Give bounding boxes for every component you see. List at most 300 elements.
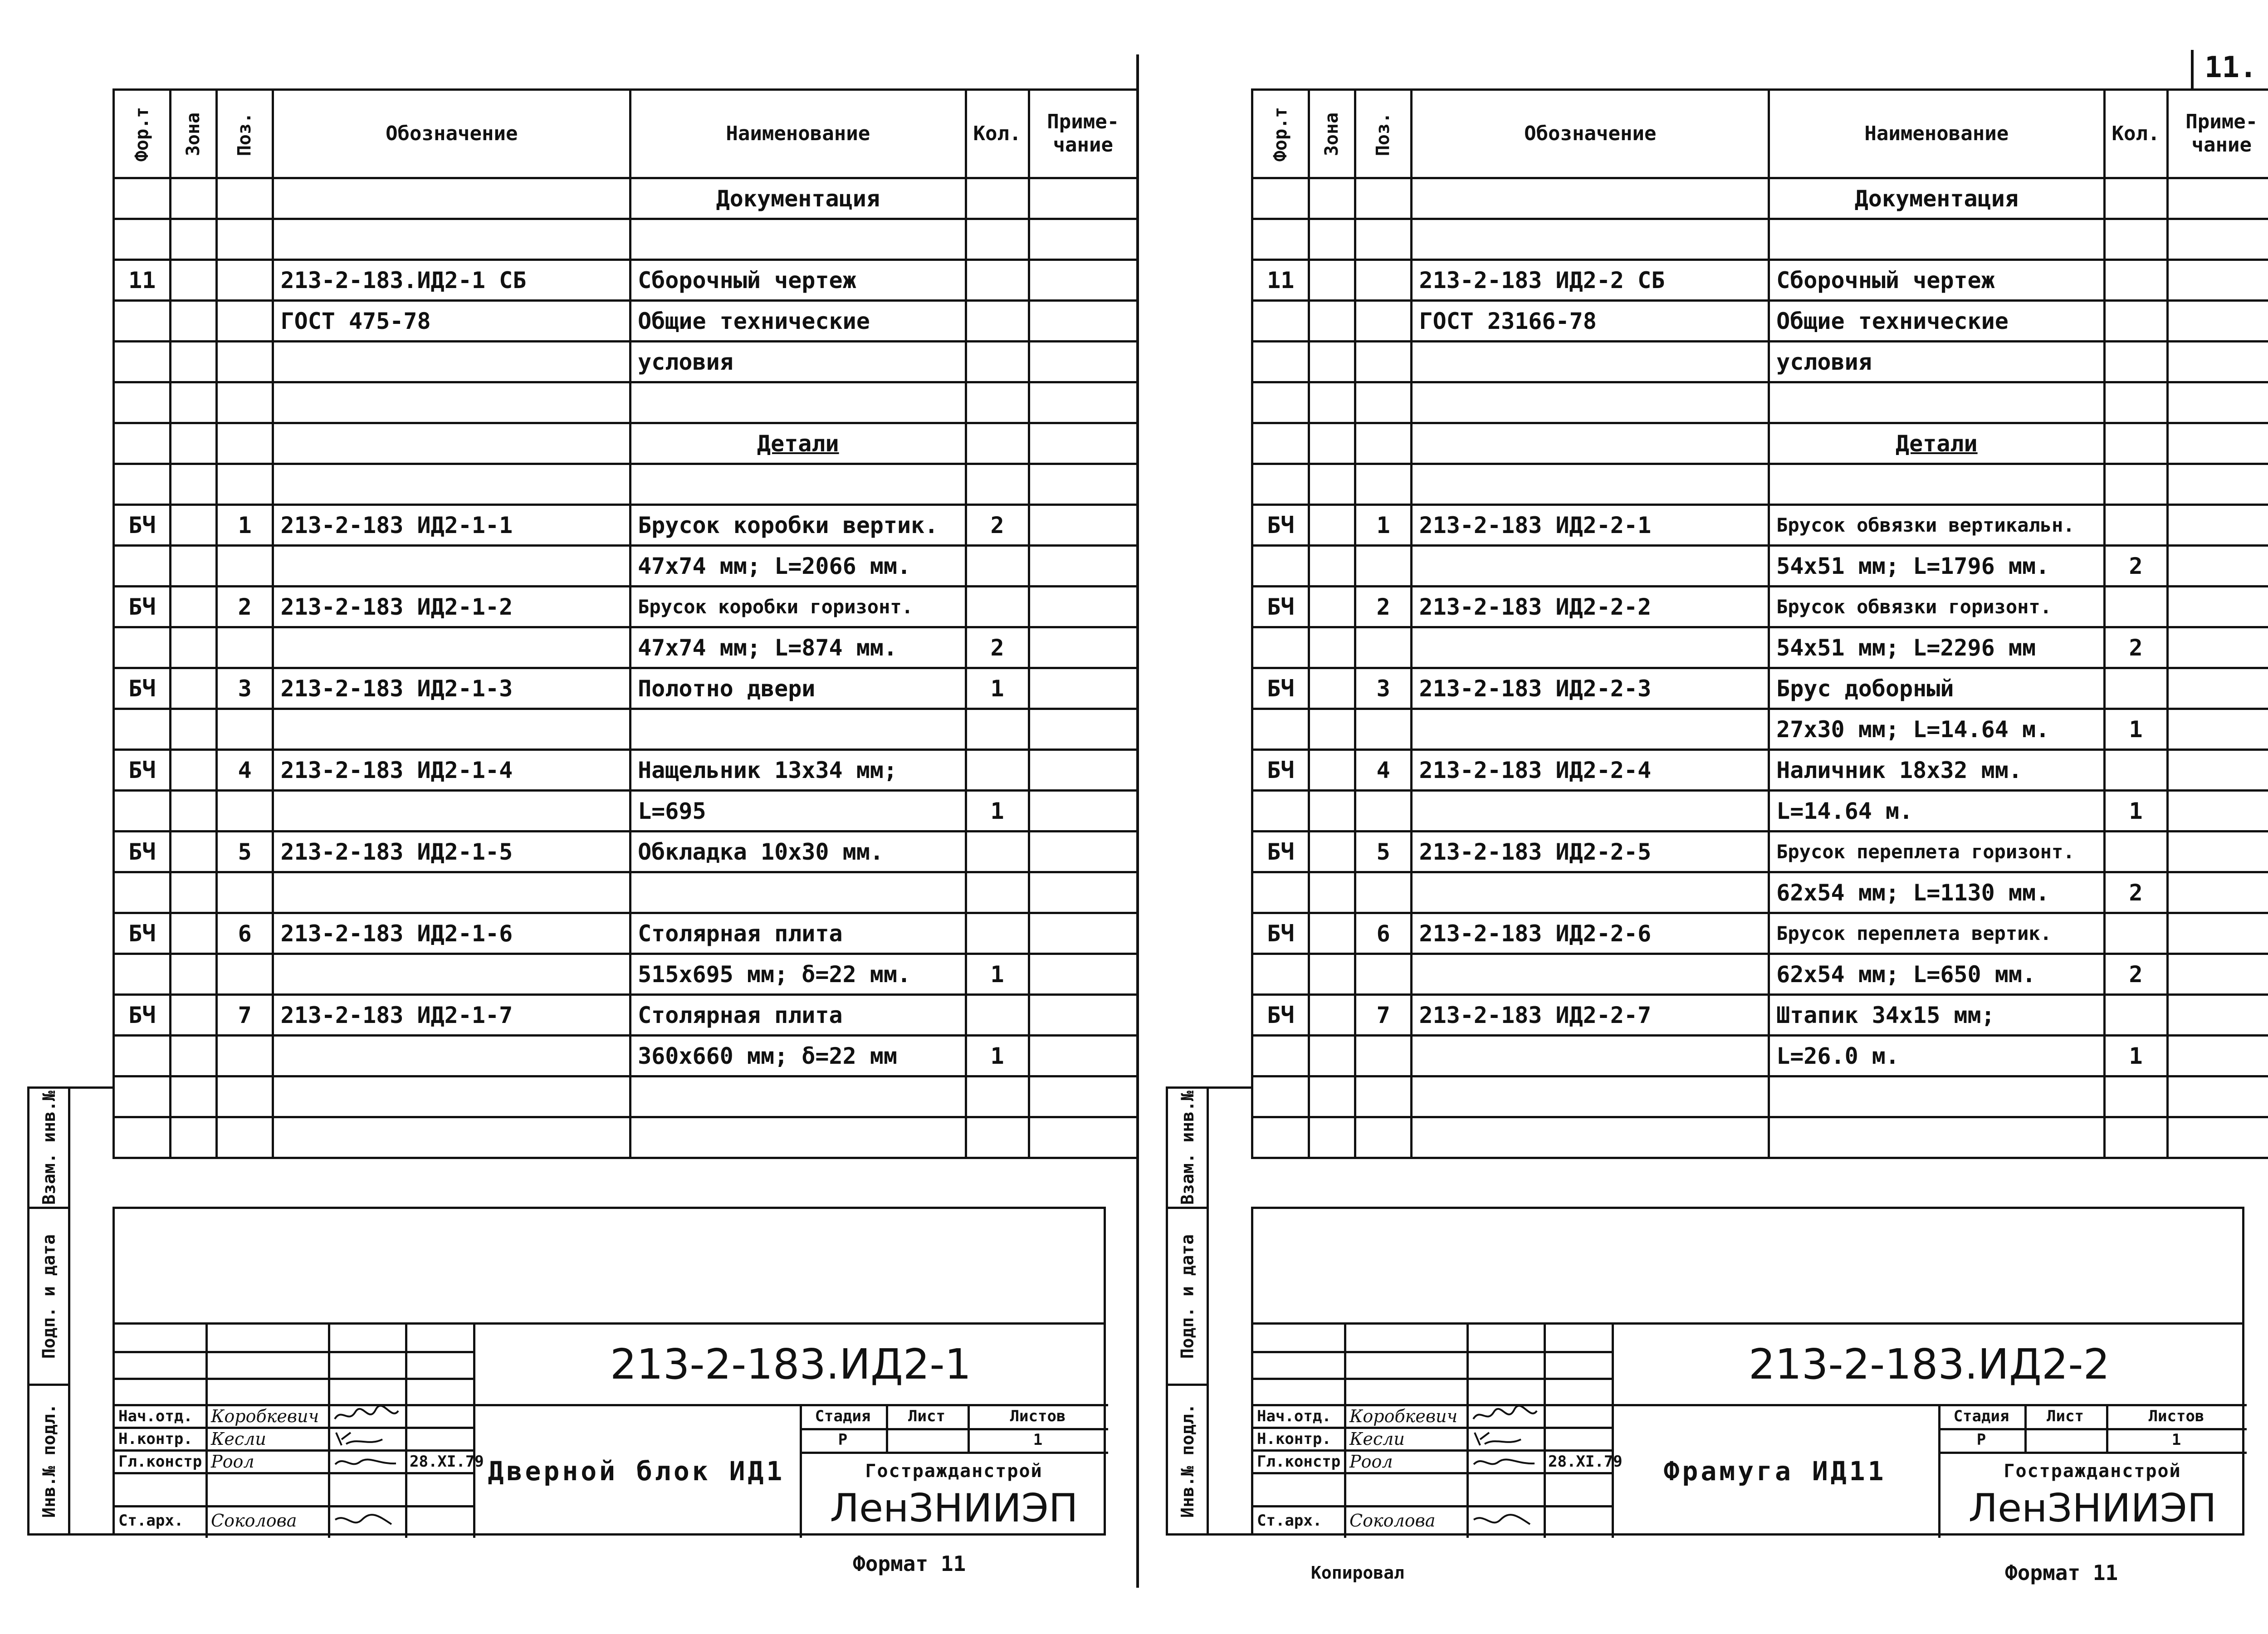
cell-position: 5 [1355, 832, 1412, 872]
cell-designation: ГОСТ 475-78 [273, 301, 631, 342]
cell-format [1252, 791, 1309, 832]
cell-position [216, 627, 273, 668]
label-gl-konstr: Гл.констр [1257, 1453, 1341, 1471]
cell-quantity: 2 [966, 505, 1029, 546]
cell-zone [1309, 1117, 1355, 1158]
cell-quantity [966, 995, 1029, 1036]
cell-quantity [966, 464, 1029, 505]
cell-zone [171, 872, 216, 913]
cell-note [2167, 913, 2268, 954]
cell-position [216, 954, 273, 995]
cell-quantity [966, 382, 1029, 423]
cell-format: БЧ [1252, 750, 1309, 791]
cell-position: 4 [1355, 750, 1412, 791]
cell-quantity [2104, 464, 2167, 505]
cell-format [114, 546, 171, 587]
cell-position: 7 [1355, 995, 1412, 1036]
cell-note [1029, 382, 1137, 423]
header-row [1252, 90, 2268, 178]
label-listov: Листов [1010, 1407, 1066, 1425]
cell-name: L=695 [631, 791, 966, 832]
cell-note [2167, 260, 2268, 301]
section-heading: Документация [716, 185, 880, 212]
table-row [114, 832, 1138, 872]
cell-note [2167, 382, 2268, 423]
cell-zone [171, 464, 216, 505]
cell-name [1769, 1076, 2104, 1117]
specification-table [112, 88, 1139, 1159]
cell-name [631, 219, 966, 260]
cell-quantity [2104, 750, 2167, 791]
cell-note [1029, 546, 1137, 587]
header-name: Наименование [631, 90, 966, 178]
cell-format [114, 1036, 171, 1076]
cell-zone [171, 954, 216, 995]
table-row [1252, 668, 2268, 709]
cell-quantity: 2 [2104, 954, 2167, 995]
cell-zone [171, 342, 216, 382]
cell-position [1355, 791, 1412, 832]
name-st-arh: Соколова [211, 1511, 297, 1531]
cell-format [1252, 872, 1309, 913]
cell-quantity: 2 [2104, 546, 2167, 587]
table-row [114, 668, 1138, 709]
cell-format: БЧ [114, 832, 171, 872]
label-gl-konstr: Гл.констр [118, 1453, 202, 1471]
cell-quantity [2104, 668, 2167, 709]
table-row [1252, 1076, 2268, 1117]
format-label: Формат 11 [853, 1551, 966, 1576]
cell-name [631, 382, 966, 423]
cell-note [1029, 954, 1137, 995]
cell-position: 5 [216, 832, 273, 872]
cell-note [2167, 954, 2268, 995]
cell-zone [1309, 342, 1355, 382]
cell-quantity [2104, 301, 2167, 342]
name-st-arh: Соколова [1349, 1511, 1436, 1531]
header-name: Наименование [1769, 90, 2104, 178]
cell-position [1355, 260, 1412, 301]
cell-format: БЧ [1252, 587, 1309, 627]
cell-name [1769, 464, 2104, 505]
cell-name: Брусок переплета горизонт. [1769, 832, 2104, 872]
document-code: 213-2-183.ИД2-2 [1748, 1340, 2110, 1389]
cell-note [1029, 301, 1137, 342]
cell-zone [1309, 423, 1355, 464]
cell-position [216, 178, 273, 219]
cell-format [114, 791, 171, 832]
cell-designation: 213-2-183 ИД2-2 СБ [1412, 260, 1769, 301]
cell-format [1252, 954, 1309, 995]
cell-designation [273, 423, 631, 464]
table-row [1252, 464, 2268, 505]
cell-quantity [2104, 219, 2167, 260]
label-n-kontr: Н.контр. [1257, 1430, 1331, 1448]
header-quantity: Кол. [966, 90, 1029, 178]
cell-name: 54x51 мм; L=1796 мм. [1769, 546, 2104, 587]
cell-name [1769, 382, 2104, 423]
cell-format: 11 [1252, 260, 1309, 301]
cell-designation: 213-2-183 ИД2-2-5 [1412, 832, 1769, 872]
cell-name [631, 709, 966, 750]
signature-st-arh [332, 1508, 401, 1533]
cell-format [1252, 178, 1309, 219]
cell-format [1252, 1117, 1309, 1158]
cell-zone [1309, 505, 1355, 546]
cell-note [2167, 423, 2268, 464]
cell-designation [1412, 178, 1769, 219]
organization-institute: ЛенЗНИИЭП [830, 1486, 1078, 1531]
cell-designation: ГОСТ 23166-78 [1412, 301, 1769, 342]
cell-note [1029, 913, 1137, 954]
cell-zone [1309, 668, 1355, 709]
label-st-arh: Ст.арх. [118, 1512, 184, 1530]
label-n-kontr: Н.контр. [118, 1430, 193, 1448]
cell-position [1355, 301, 1412, 342]
cell-zone [171, 587, 216, 627]
approval-date: 28.XI.79 [1548, 1453, 1623, 1471]
margin-strip-col [68, 1089, 117, 1533]
cell-name: Сборочный чертеж [631, 260, 966, 301]
cell-format [1252, 382, 1309, 423]
margin-cell-inv-no: Взам. инв.№ [29, 1089, 68, 1209]
cell-format [1252, 342, 1309, 382]
cell-note [1029, 791, 1137, 832]
table-row [114, 423, 1138, 464]
cell-zone [171, 832, 216, 872]
cell-note [1029, 178, 1137, 219]
cell-name: Общие технические [1769, 301, 2104, 342]
name-gl-konstr: Роол [1349, 1452, 1393, 1472]
cell-zone [1309, 995, 1355, 1036]
name-n-kontr: Кесли [1349, 1429, 1405, 1449]
cell-zone [1309, 219, 1355, 260]
cell-zone [171, 668, 216, 709]
cell-position [1355, 627, 1412, 668]
cell-designation [1412, 1117, 1769, 1158]
cell-note [2167, 872, 2268, 913]
cell-format [114, 178, 171, 219]
table-row [114, 709, 1138, 750]
table-row [114, 505, 1138, 546]
table-row [1252, 954, 2268, 995]
cell-name: условия [1769, 342, 2104, 382]
label-stadia: Стадия [815, 1407, 871, 1425]
cell-format: БЧ [114, 505, 171, 546]
cell-quantity [2104, 587, 2167, 627]
cell-name: 47x74 мм; L=2066 мм. [631, 546, 966, 587]
cell-position: 2 [216, 587, 273, 627]
cell-designation [1412, 342, 1769, 382]
table-row [1252, 709, 2268, 750]
header-position: Поз. [1355, 90, 1412, 178]
header-quantity: Кол. [2104, 90, 2167, 178]
cell-position [1355, 954, 1412, 995]
header-note: Приме-чание [2167, 90, 2268, 178]
cell-quantity: 1 [966, 1036, 1029, 1076]
cell-position [216, 709, 273, 750]
cell-quantity [966, 301, 1029, 342]
cell-note [1029, 750, 1137, 791]
cell-position: 1 [1355, 505, 1412, 546]
cell-designation: 213-2-183 ИД2-2-4 [1412, 750, 1769, 791]
cell-designation: 213-2-183.ИД2-1 СБ [273, 260, 631, 301]
cell-format [1252, 627, 1309, 668]
cell-designation [1412, 791, 1769, 832]
sheet-divider [1136, 54, 1139, 1588]
cell-designation [273, 1076, 631, 1117]
cell-format [114, 342, 171, 382]
cell-name [1769, 178, 2104, 219]
cell-zone [1309, 382, 1355, 423]
table-row [114, 342, 1138, 382]
table-row [114, 954, 1138, 995]
cell-position [216, 464, 273, 505]
cell-designation: 213-2-183 ИД2-1-3 [273, 668, 631, 709]
cell-quantity [966, 1117, 1029, 1158]
cell-name: Общие технические [631, 301, 966, 342]
cell-note [1029, 464, 1137, 505]
title-block [112, 1322, 1106, 1536]
cell-name [1769, 423, 2104, 464]
cell-name: 47x74 мм; L=874 мм. [631, 627, 966, 668]
cell-designation: 213-2-183 ИД2-1-6 [273, 913, 631, 954]
cell-format [114, 382, 171, 423]
cell-designation: 213-2-183 ИД2-2-2 [1412, 587, 1769, 627]
cell-name [631, 178, 966, 219]
cell-zone [171, 1076, 216, 1117]
cell-designation: 213-2-183 ИД2-2-3 [1412, 668, 1769, 709]
cell-format: БЧ [114, 750, 171, 791]
cell-note [1029, 872, 1137, 913]
cell-note [2167, 1117, 2268, 1158]
cell-zone [171, 178, 216, 219]
cell-note [1029, 219, 1137, 260]
specification-body [114, 178, 1138, 1158]
cell-quantity [966, 750, 1029, 791]
cell-name: 62x54 мм; L=650 мм. [1769, 954, 2104, 995]
cell-position [216, 546, 273, 587]
cell-position [1355, 872, 1412, 913]
table-row [114, 301, 1138, 342]
cell-quantity [2104, 178, 2167, 219]
cell-position [1355, 1076, 1412, 1117]
cell-position [1355, 382, 1412, 423]
label-nach-otd: Нач.отд. [1257, 1407, 1331, 1425]
cell-quantity [2104, 382, 2167, 423]
cell-format [1252, 301, 1309, 342]
cell-position [216, 301, 273, 342]
section-heading: Детали [1896, 430, 1978, 457]
cell-zone [171, 913, 216, 954]
cell-name: Сборочный чертеж [1769, 260, 2104, 301]
table-row [114, 178, 1138, 219]
table-row [1252, 791, 2268, 832]
cell-format [1252, 709, 1309, 750]
header-row [114, 90, 1138, 178]
cell-format: БЧ [114, 668, 171, 709]
margin-cell-inv-podl: Инв.№ подл. [39, 1404, 59, 1518]
table-row [114, 219, 1138, 260]
cell-designation [273, 1117, 631, 1158]
cell-designation [273, 791, 631, 832]
cell-zone [171, 750, 216, 791]
cell-position: 6 [1355, 913, 1412, 954]
organization-main: Гостражданстрой [2004, 1461, 2181, 1482]
header-zone: Зона [171, 90, 216, 178]
name-nach-otd: Коробкевич [1349, 1406, 1458, 1426]
cell-designation: 213-2-183 ИД2-1-7 [273, 995, 631, 1036]
cell-position [216, 1036, 273, 1076]
cell-note [2167, 995, 2268, 1036]
signature-st-arh [1471, 1508, 1539, 1533]
cell-format: БЧ [1252, 832, 1309, 872]
cell-name [631, 872, 966, 913]
margin-cell-podp-data: Подп. и дата [29, 1209, 68, 1386]
cell-quantity [966, 832, 1029, 872]
cell-zone [171, 423, 216, 464]
cell-quantity: 1 [2104, 709, 2167, 750]
cell-quantity [966, 1076, 1029, 1117]
cell-zone [171, 1036, 216, 1076]
cell-position [1355, 464, 1412, 505]
cell-note [1029, 995, 1137, 1036]
organization-institute: ЛенЗНИИЭП [1968, 1486, 2217, 1531]
cell-format [114, 423, 171, 464]
cell-format [1252, 1036, 1309, 1076]
cell-format [114, 872, 171, 913]
table-row [114, 750, 1138, 791]
cell-zone [1309, 260, 1355, 301]
cell-zone [171, 382, 216, 423]
cell-position [1355, 1036, 1412, 1076]
cell-zone [171, 260, 216, 301]
cell-zone [1309, 791, 1355, 832]
header-designation: Обозначение [1412, 90, 1769, 178]
table-row [1252, 382, 2268, 423]
cell-designation [1412, 423, 1769, 464]
signature-gl-konstr [332, 1451, 401, 1473]
cell-name: 515x695 мм; δ=22 мм. [631, 954, 966, 995]
cell-name: Наличник 18x32 мм. [1769, 750, 2104, 791]
cell-note [1029, 423, 1137, 464]
stamp-area [112, 1207, 1106, 1536]
margin-cell-podp-data: Подп. и дата [1168, 1209, 1207, 1386]
label-stadia: Стадия [1953, 1407, 2009, 1425]
cell-position: 1 [216, 505, 273, 546]
cell-quantity [2104, 260, 2167, 301]
table-row [114, 1117, 1138, 1158]
label-list: Лист [908, 1407, 945, 1425]
cell-quantity [966, 423, 1029, 464]
cell-quantity [2104, 832, 2167, 872]
cell-zone [1309, 1076, 1355, 1117]
cell-quantity: 1 [2104, 791, 2167, 832]
cell-designation [1412, 546, 1769, 587]
cell-position: 4 [216, 750, 273, 791]
cell-quantity [2104, 342, 2167, 382]
cell-quantity: 1 [966, 791, 1029, 832]
label-list: Лист [2047, 1407, 2084, 1425]
cell-position: 7 [216, 995, 273, 1036]
cell-quantity [2104, 995, 2167, 1036]
stamp-area [1251, 1207, 2244, 1536]
cell-name: Брусок коробки горизонт. [631, 587, 966, 627]
cell-designation [273, 546, 631, 587]
table-row [1252, 342, 2268, 382]
cell-note [2167, 178, 2268, 219]
table-row [1252, 995, 2268, 1036]
cell-note [2167, 464, 2268, 505]
cell-name: Брусок переплета вертик. [1769, 913, 2104, 954]
format-label: Формат 11 [2005, 1561, 2118, 1585]
table-row [1252, 260, 2268, 301]
cell-designation [273, 178, 631, 219]
signature-n-kontr [332, 1428, 401, 1450]
cell-format: БЧ [114, 995, 171, 1036]
cell-designation [1412, 872, 1769, 913]
organization-main: Гостражданстрой [865, 1461, 1043, 1482]
cell-zone [1309, 913, 1355, 954]
cell-note [2167, 627, 2268, 668]
table-row [114, 913, 1138, 954]
margin-cell-inv-no: Взам. инв.№ [1168, 1089, 1207, 1209]
table-row [1252, 832, 2268, 872]
cell-name: 54x51 мм; L=2296 мм [1769, 627, 2104, 668]
table-row [114, 382, 1138, 423]
cell-zone [1309, 709, 1355, 750]
cell-quantity [966, 219, 1029, 260]
cell-note [1029, 709, 1137, 750]
signature-n-kontr [1471, 1428, 1539, 1450]
cell-designation: 213-2-183 ИД2-1-5 [273, 832, 631, 872]
cell-note [1029, 505, 1137, 546]
section-heading: Детали [757, 430, 839, 457]
table-row [1252, 913, 2268, 954]
cell-name: 27x30 мм; L=14.64 м. [1769, 709, 2104, 750]
cell-format [1252, 423, 1309, 464]
cell-designation [273, 709, 631, 750]
cell-quantity: 2 [2104, 627, 2167, 668]
listov-value: 1 [1033, 1431, 1043, 1449]
cell-note [1029, 342, 1137, 382]
cell-name: Штапик 34x15 мм; [1769, 995, 2104, 1036]
cell-name [631, 464, 966, 505]
header-designation: Обозначение [273, 90, 631, 178]
cell-name: L=26.0 м. [1769, 1036, 2104, 1076]
table-row [114, 995, 1138, 1036]
signature-nach-otd [332, 1405, 401, 1427]
cell-format: БЧ [114, 913, 171, 954]
cell-zone [171, 505, 216, 546]
cell-position [216, 342, 273, 382]
header-format: Фор.т [1252, 90, 1309, 178]
cell-position [1355, 1117, 1412, 1158]
table-row [1252, 546, 2268, 587]
cell-position [216, 219, 273, 260]
cell-format: БЧ [1252, 505, 1309, 546]
cell-designation: 213-2-183 ИД2-2-6 [1412, 913, 1769, 954]
cell-name: L=14.64 м. [1769, 791, 2104, 832]
cell-note [2167, 668, 2268, 709]
table-row [1252, 178, 2268, 219]
cell-position [216, 260, 273, 301]
cell-note [2167, 587, 2268, 627]
cell-note [1029, 1117, 1137, 1158]
table-row [114, 1036, 1138, 1076]
cell-name: 360x660 мм; δ=22 мм [631, 1036, 966, 1076]
cell-format [114, 709, 171, 750]
